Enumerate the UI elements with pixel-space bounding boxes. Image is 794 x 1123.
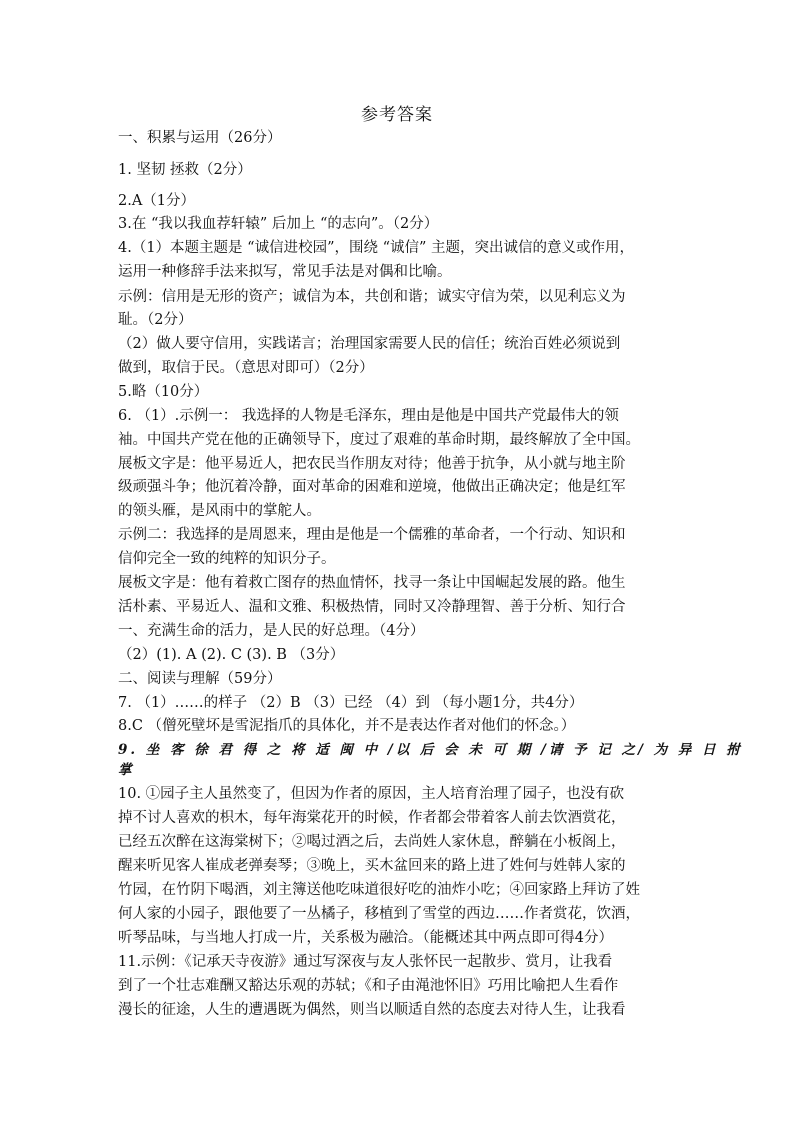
- answer-line: 展板文字是：他平易近人，把农民当作朋友对待；他善于抗争，从小就与地主阶: [118, 456, 626, 472]
- answer-line: 展板文字是：他有着救亡图存的热血情怀，找寻一条让中国崛起发展的路。他生: [118, 575, 626, 591]
- answer-line: 听琴品味，与当地人打成一片，关系极为融洽。（能概述其中两点即可得4分）: [118, 930, 613, 946]
- answer-line: 5.略（10分）: [118, 384, 209, 400]
- answer-line: 一、充满生命的活力，是人民的好总理。（4分）: [118, 623, 425, 639]
- answer-line: 8.C （僧死壁坏是雪泥指爪的具体化，并不是表达作者对他们的怀念。）: [118, 718, 576, 734]
- answer-line: 级顽强斗争；他沉着冷静，面对革命的困难和逆境，他做出正确决定；他是红军: [118, 479, 626, 495]
- page-title: 参考答案: [361, 105, 433, 125]
- answer-line: （2）(1). A (2). C (3). B （3分）: [118, 647, 345, 663]
- answer-line: 做到，取信于民。（意思对即可）（2分）: [118, 360, 374, 376]
- answer-line: 4.（1）本题主题是 “诚信进校园”，围绕 “诚信” 主题，突出诚信的意义或作用，: [118, 240, 635, 256]
- answer-line: 2.A（1分）: [118, 193, 196, 209]
- answer-line: 7. （1）……的样子 （2）B （3）已经 （4）到 （每小题1分，共4分）: [118, 695, 584, 711]
- answer-line: 耻。（2分）: [118, 312, 193, 328]
- answer-line: 已经五次醉在这海棠树下；②喝过酒之后，去尚姓人家休息，醉躺在小板阁上，: [118, 834, 626, 850]
- answer-line: 袖。中国共产党在他的正确领导下，度过了艰难的革命时期，最终解放了全中国。: [118, 432, 640, 448]
- answer-line: 何人家的小园子，跟他要了一丛橘子，移植到了雪堂的西边……作者赏花，饮酒，: [118, 906, 640, 922]
- answer-line: 醒来听见客人崔成老弹奏琴；③晚上，买木盆回来的路上进了姓何与姓韩人家的: [118, 858, 626, 874]
- answer-line: 示例二：我选择的是周恩来，理由是他是一个儒雅的革命者，一个行动、知识和: [118, 527, 626, 543]
- answer-line: 运用一种修辞手法来拟写，常见手法是对偶和比喻。: [118, 264, 452, 280]
- answer-line: （2）做人要守信用，实践诺言；治理国家需要人民的信任；统治百姓必须说到: [118, 336, 621, 352]
- answer-line: 11.示例：《记承天寺夜游》通过写深夜与友人张怀民一起散步、赏月，让我看: [118, 954, 613, 970]
- section-heading: 一、积累与运用（26分）: [118, 130, 282, 146]
- answer-line: 竹园，在竹阴下喝酒，刘主簿送他吃味道很好吃的油炸小吃；④回家路上拜访了姓: [118, 882, 640, 898]
- answer-line: 活朴素、平易近人、温和文雅、积极热情，同时又冷静理智、善于分析、知行合: [118, 599, 626, 615]
- answer-line: 1. 坚韧 拯救（2分）: [118, 162, 252, 178]
- answer-line: 10. ①园子主人虽然变了，但因为作者的原因，主人培育治理了园子，也没有砍: [118, 786, 625, 802]
- answer-line: 6. （1）.示例一： 我选择的人物是毛泽东，理由是他是中国共产党最伟大的领: [118, 408, 619, 424]
- answer-line: 示例：信用是无形的资产；诚信为本，共创和谐；诚实守信为荣，以见利忘义为: [118, 289, 626, 305]
- section-heading: 二、阅读与理解（59分）: [118, 671, 282, 687]
- answer-line: 9. 坐 客 徐 君 得 之 将 适 闽 中 /以 后 会 未 可 期 /请 予 记 之/ 为 异 日 拊: [118, 742, 743, 758]
- answer-line: 到了一个壮志难酬又豁达乐观的苏轼；《和子由渑池怀旧》巧用比喻把人生看作: [118, 978, 619, 994]
- answer-line: 漫长的征途，人生的遭遇既为偶然，则当以顺适自然的态度去对待人生，让我看: [118, 1002, 626, 1018]
- answer-line: 信仰完全一致的纯粹的知识分子。: [118, 551, 336, 567]
- answer-line: 掉不讨人喜欢的枳木，每年海棠花开的时候，作者都会带着客人前去饮酒赏花，: [118, 810, 626, 826]
- answer-line: 的领头雁，是风雨中的掌舵人。: [118, 503, 321, 519]
- answer-line: 3.在 “我以我血荐轩辕” 后加上 “的志向”。（2分）: [118, 216, 439, 232]
- answer-line: 掌: [118, 762, 135, 778]
